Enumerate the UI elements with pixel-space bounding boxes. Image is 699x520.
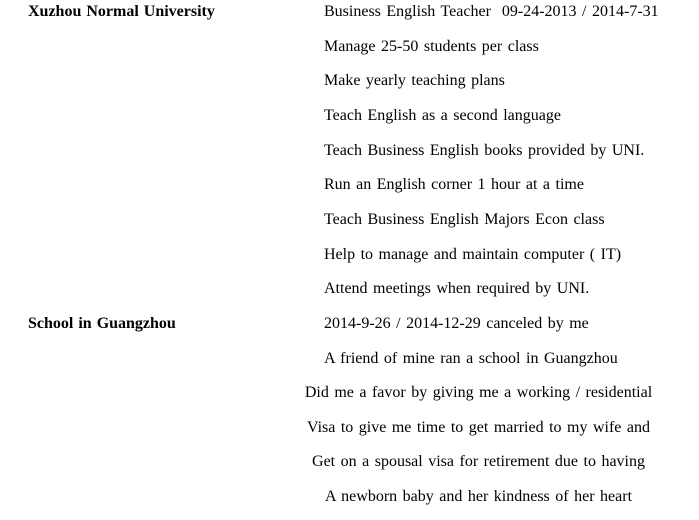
resume-row [0, 452, 699, 487]
resume-row [0, 2, 699, 37]
resume-row [0, 245, 699, 280]
resume-row [0, 141, 699, 176]
resume-row [0, 37, 699, 72]
resume-row [0, 349, 699, 384]
detail-line: Manage 25-50 students per class [324, 37, 539, 55]
resume-row [0, 418, 699, 453]
detail-line: A newborn baby and her kindness of her heart [324, 488, 633, 506]
detail-line: Attend meetings when required by UNI. [324, 280, 590, 298]
resume-row [0, 106, 699, 141]
detail-line: Get on a spousal visa for retirement due to having [312, 453, 645, 471]
detail-line: Business English Teacher 09-24-2013 / 2014-7-31 [324, 3, 659, 20]
detail-line: Run an English corner 1 hour at a time [324, 176, 584, 194]
resume-row [0, 279, 699, 314]
detail-line: Teach Business English Majors Econ class [324, 210, 605, 228]
detail-line: A friend of mine ran a school in Guangzhou [324, 349, 618, 367]
resume-row [0, 210, 699, 245]
employer-heading: Xuzhou Normal University [28, 3, 215, 20]
detail-line: 2014-9-26 / 2014-12-29 canceled by me [324, 314, 589, 332]
resume-row [0, 71, 699, 106]
resume-row [0, 487, 699, 520]
detail-line: Teach Business English books provided by UNI. [324, 141, 645, 159]
resume-row [0, 314, 699, 349]
resume-row [0, 383, 699, 418]
detail-line: Visa to give me time to get married to my wife and [306, 418, 650, 436]
detail-line: Did me a favor by giving me a working / residential [304, 384, 653, 402]
detail-line: Teach English as a second language [324, 106, 561, 124]
resume-row [0, 175, 699, 210]
detail-line: Make yearly teaching plans [324, 72, 505, 90]
detail-line: Help to manage and maintain computer ( IT) [324, 245, 622, 263]
employer-heading: School in Guangzhou [28, 314, 176, 332]
